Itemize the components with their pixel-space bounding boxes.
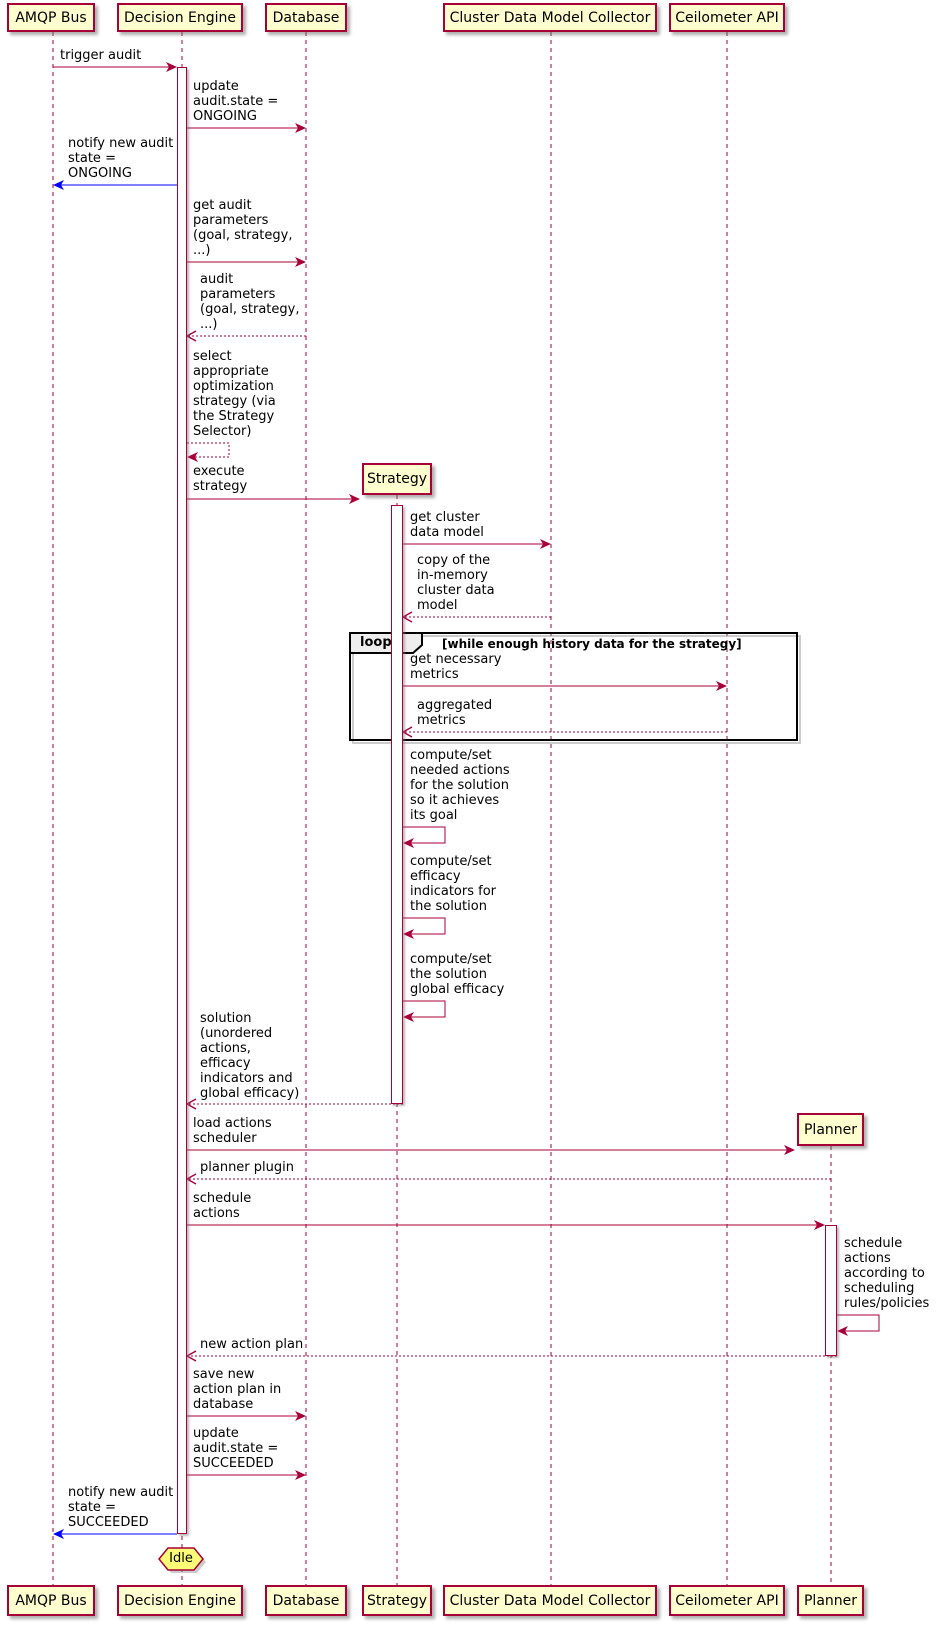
- message-text-line: cluster data: [417, 583, 495, 598]
- message-text-line: load actions: [193, 1116, 272, 1131]
- message-text-line: SUCCEEDED: [68, 1515, 149, 1530]
- message-text-line: the solution: [410, 899, 487, 914]
- message-text-line: compute/set: [410, 854, 492, 869]
- participant-bottom-cluster-data-model-collector: Cluster Data Model Collector: [443, 1585, 657, 1616]
- participant-top-decision-engine: Decision Engine: [117, 3, 243, 32]
- message-text-line: compute/set: [410, 748, 492, 763]
- message-label: [410, 652, 501, 682]
- activation-bar-planner: [825, 1225, 837, 1356]
- message-label: [193, 1191, 251, 1221]
- message-text-line: schedule: [193, 1191, 252, 1206]
- participant-created-strategy: Strategy: [362, 463, 432, 495]
- message-text-line: actions,: [200, 1041, 251, 1056]
- message-label: [60, 48, 141, 63]
- participant-top-cluster-data-model-collector: Cluster Data Model Collector: [443, 3, 657, 32]
- message-text-line: notify new audit: [68, 136, 174, 151]
- message-text-line: get necessary: [410, 652, 502, 667]
- participant-top-ceilometer-api: Ceilometer API: [669, 3, 785, 32]
- message-text-line: audit.state =: [193, 94, 279, 109]
- message-label: [200, 272, 299, 332]
- activation-bar-decision-engine: [177, 67, 187, 1534]
- participant-bottom-ceilometer-api: Ceilometer API: [669, 1585, 785, 1616]
- message-text-line: in-memory: [417, 568, 488, 583]
- message-text-line: action plan in: [193, 1382, 282, 1397]
- message-label: [193, 464, 247, 494]
- message-text-line: (goal, strategy,: [200, 302, 300, 317]
- message-label: [193, 1426, 278, 1471]
- message-text-line: database: [193, 1397, 254, 1412]
- message-text-line: its goal: [410, 808, 458, 823]
- message-label: [417, 553, 495, 613]
- message-label: [193, 198, 292, 258]
- message-text-line: update: [193, 79, 239, 94]
- message-text-line: audit: [200, 272, 234, 287]
- message-text-line: state =: [68, 1500, 116, 1515]
- message-text-line: update: [193, 1426, 239, 1441]
- message-label: [68, 136, 173, 181]
- message-text-line: so it achieves: [410, 793, 500, 808]
- message-text-line: appropriate: [193, 364, 269, 379]
- message-label: [410, 510, 484, 540]
- message-text-line: (unordered: [200, 1026, 273, 1041]
- message-text-line: metrics: [417, 713, 466, 728]
- message-label: [410, 854, 496, 914]
- message-text-line: the solution: [410, 967, 487, 982]
- message-text-line: scheduler: [193, 1131, 257, 1146]
- message-text-line: (goal, strategy,: [193, 228, 293, 243]
- message-text-line: solution: [200, 1011, 252, 1026]
- message-text-line: for the solution: [410, 778, 509, 793]
- message-text-line: ONGOING: [193, 109, 257, 124]
- message-text-line: rules/policies: [844, 1296, 930, 1311]
- message-text-line: strategy: [193, 479, 248, 494]
- message-text-line: indicators and: [200, 1071, 293, 1086]
- participant-bottom-amqp-bus: AMQP Bus: [7, 1585, 95, 1616]
- message-text-line: efficacy: [200, 1056, 251, 1071]
- message-label: [410, 952, 504, 997]
- message-text-line: Selector): [193, 424, 252, 439]
- loop-condition: [while enough history data for the strategy]: [442, 637, 742, 651]
- message-label: [410, 748, 510, 823]
- message-text-line: model: [417, 598, 458, 613]
- message-text-line: schedule: [844, 1236, 903, 1251]
- message-text-line: get audit: [193, 198, 252, 213]
- message-text-line: parameters: [200, 287, 276, 302]
- message-text-line: state =: [68, 151, 116, 166]
- message-text-line: save new: [193, 1367, 255, 1382]
- message-text-line: new action plan: [200, 1337, 304, 1352]
- message-text-line: global efficacy): [200, 1086, 300, 1101]
- participant-top-database: Database: [265, 3, 347, 32]
- message-label: [200, 1011, 299, 1101]
- arrowhead-open: [187, 331, 196, 341]
- message-label: [200, 1337, 303, 1352]
- message-text-line: ...): [200, 317, 218, 332]
- message-text-line: SUCCEEDED: [193, 1456, 274, 1471]
- participant-bottom-database: Database: [265, 1585, 347, 1616]
- message-text-line: select: [193, 349, 232, 364]
- message-text-line: notify new audit: [68, 1485, 174, 1500]
- message-text-line: efficacy: [410, 869, 461, 884]
- message-text-line: trigger audit: [60, 48, 142, 63]
- message-text-line: indicators for: [410, 884, 497, 899]
- participant-bottom-planner: Planner: [797, 1585, 864, 1616]
- participant-created-planner: Planner: [797, 1113, 864, 1146]
- message-label: [193, 349, 276, 439]
- message-text-line: scheduling: [844, 1281, 915, 1296]
- message-text-line: needed actions: [410, 763, 510, 778]
- message-text-line: execute: [193, 464, 245, 479]
- message-label: [68, 1485, 173, 1530]
- message-text-line: actions: [193, 1206, 240, 1221]
- idle-note-label: Idle: [169, 1551, 193, 1566]
- message-label: [844, 1236, 929, 1311]
- message-text-line: global efficacy: [410, 982, 505, 997]
- participant-bottom-strategy: Strategy: [362, 1585, 432, 1616]
- message-text-line: audit.state =: [193, 1441, 279, 1456]
- message-label: [200, 1160, 294, 1175]
- participant-bottom-decision-engine: Decision Engine: [117, 1585, 243, 1616]
- message-text-line: planner plugin: [200, 1160, 294, 1175]
- message-text-line: get cluster: [410, 510, 480, 525]
- message-text-line: metrics: [410, 667, 459, 682]
- message-label: [417, 698, 492, 728]
- participant-top-amqp-bus: AMQP Bus: [7, 3, 95, 32]
- loop-label: loop: [360, 635, 392, 650]
- message-text-line: ...): [193, 243, 211, 258]
- message-text-line: strategy (via: [193, 394, 276, 409]
- activation-bar-strategy: [391, 505, 403, 1104]
- message-label: [193, 1116, 272, 1146]
- message-text-line: parameters: [193, 213, 269, 228]
- message-text-line: according to: [844, 1266, 925, 1281]
- message-label: [193, 1367, 281, 1412]
- message-text-line: compute/set: [410, 952, 492, 967]
- message-text-line: the Strategy: [193, 409, 275, 424]
- message-text-line: copy of the: [417, 553, 491, 568]
- message-text-line: actions: [844, 1251, 891, 1266]
- message-text-line: optimization: [193, 379, 274, 394]
- message-text-line: data model: [410, 525, 484, 540]
- message-text-line: ONGOING: [68, 166, 132, 181]
- message-text-line: aggregated: [417, 698, 493, 713]
- message-label: [193, 79, 278, 124]
